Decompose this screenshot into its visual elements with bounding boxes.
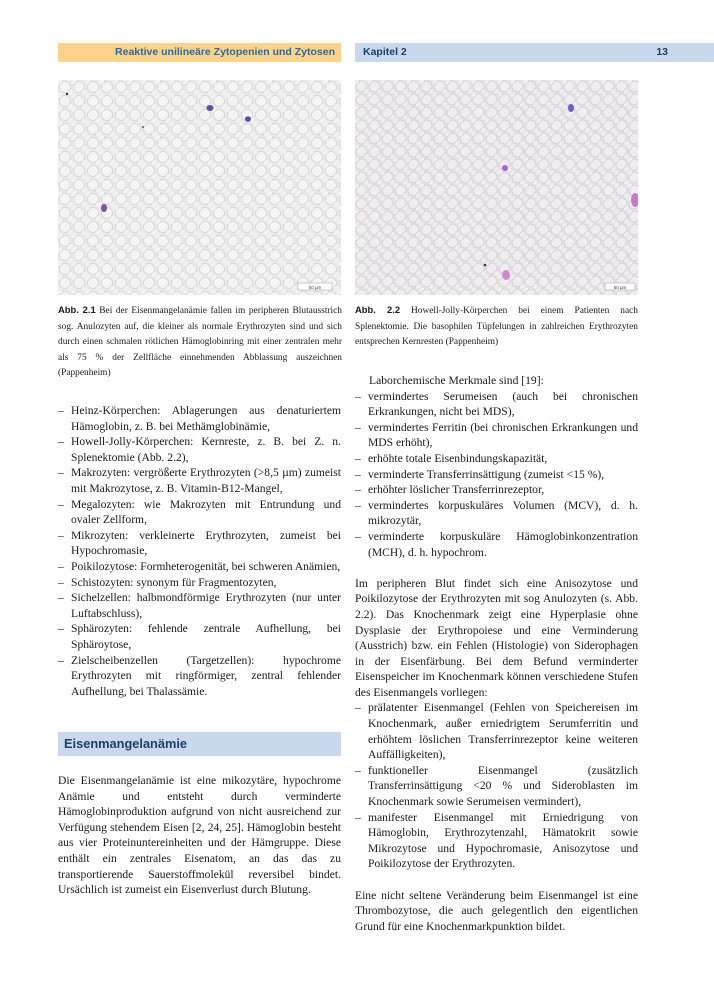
list-item: – Mikrozyten: verkleinerte Erythrozyten, zumeist bei Hypochromasie, — [58, 528, 341, 559]
right-column — [355, 373, 638, 934]
running-header-title: Reaktive unilineäre Zytopenien und Zytosen — [58, 43, 341, 62]
list-item: – Schistozyten: synonym für Fragmentozyten, — [58, 575, 341, 591]
scalebar-label: 50 µm — [613, 285, 627, 290]
chapter-label: Kapitel 2 — [363, 46, 407, 58]
list-item: – Sphärozyten: fehlende zentrale Aufhellung, bei Sphäroytose, — [58, 621, 341, 652]
page-number: 13 — [656, 46, 668, 58]
list-item: – Zielscheibenzellen (Targetzellen): hypochrome Erythrozyten mit ringförmiger, zentral fehlender Aufhellung, bei Thalassämie. — [58, 653, 341, 700]
list-item: – vermindertes Serumeisen (auch bei chronischen Erkrankungen, nicht bei MDS), — [355, 389, 638, 420]
lab-features-list — [355, 389, 638, 561]
figure-2-2-image — [355, 80, 638, 295]
list-item: – erhöhter löslicher Transferrinrezeptor, — [355, 482, 638, 498]
body-paragraph — [58, 773, 341, 898]
list-item: – Heinz-Körperchen: Ablagerungen aus denaturiertem Hämoglobin, z. B. bei Methämglobinämie, — [58, 403, 341, 434]
figure-2-1-caption — [58, 302, 342, 382]
list-item: – Poikilozytose: Formheterogenität, bei schweren Anämien, — [58, 559, 341, 575]
list-item: – prälatenter Eisenmangel (Fehlen von Speichereisen im Knochenmark, außer erniedrigtem Serumferritin und erhöhtem löslichen Transferrinrezeptor keine weiteren Auffälligkeiten), — [355, 700, 638, 762]
paragraph-text: Die Eisenmangelanämie ist eine mikozytäre, hypochrome Anämie und entsteht durch verminderte Hämoglobinproduktion aufgrund von nicht ausreichend zur Verfügung stehendem Eisen [2, 24, 25]. Hämoglobin besteht aus vier Proteinuntereinheiten und der Hämgruppe. Diese enthält ein zentrales Eisenatom, an das das zu transportierende Sauerstoffmolekül reversibel bindet. Ursächlich ist zumeist ein Eisenverlust durch Blutung. — [58, 774, 341, 897]
running-header-chapter-bar — [355, 43, 714, 62]
lab-features-intro: Laborchemische Merkmale sind [19]: — [369, 374, 544, 387]
scalebar-label: 50 µm — [308, 285, 322, 290]
list-item: – vermindertes Ferritin (bei chronischen Erkrankungen und MDS erhöht), — [355, 420, 638, 451]
list-item: – vermindertes korpuskuläres Volumen (MCV), d. h. mikrozytär, — [355, 498, 638, 529]
list-item: – verminderte korpuskuläre Hämoglobinkonzentration (MCH), d. h. hypochrom. — [355, 529, 638, 560]
list-item: – manifester Eisenmangel mit Erniedrigung von Hämoglobin, Erythrozytenzahl, Hämatokrit sowie Mikrozytose und Hypochromasie, Anisozytose und Poikilozytose der Erythrozyten. — [355, 810, 638, 872]
caption-text: Howell-Jolly-Körperchen bei einem Patienten nach Splenektomie. Die basophilen Tüpfelungen in zahlreichen Erythrozyten entsprechen Kernresten (Pappenheim) — [355, 306, 638, 348]
list-item: – Megalozyten: wie Makrozyten mit Entrundung und ovaler Zellform, — [58, 497, 341, 528]
list-item: – Sichelzellen: halbmondförmige Erythrozyten (nur unter Luftabschluss), — [58, 590, 341, 621]
list-item: – verminderte Transferrinsättigung (zumeist <15 %), — [355, 467, 638, 483]
caption-label: Abb. 2.1 — [58, 304, 96, 315]
list-item: – erhöhte totale Eisenbindungskapazität, — [355, 451, 638, 467]
caption-text: Bei der Eisenmangelanämie fallen im peripheren Blutausstrich sog. Anulozyten auf, die kleiner als normale Erythrozyten sind und sich durch einen schmalen rötlichen Hämoglobinring mit einer zentralen mehr als 75 % der Zellfläche einnehmenden Abblassung auszeichnen (Pappenheim) — [58, 306, 342, 379]
section-heading: Eisenmangelanämie — [58, 732, 341, 756]
blood-smear-micrograph-1 — [58, 80, 341, 295]
figure-2-2-caption — [355, 302, 638, 351]
list-item: – Howell-Jolly-Körperchen: Kernreste, z. B. bei Z. n. Splenektomie (Abb. 2.2), — [58, 434, 341, 465]
blood-smear-micrograph-2 — [355, 80, 638, 295]
list-item: – funktioneller Eisenmangel (zusätzlich Transferrinsättigung <20 % und Sideroblasten im Knochenmark sowie Serumeisen vermindert), — [355, 763, 638, 810]
body-paragraph: Im peripheren Blut findet sich eine Anisozytose und Poikilozytose der Erythrozyten mit sog Anulozyten (s. Abb. 2.2). Das Knochenmark zeigt eine Hyperplasie ohne Dysplasie der Erythropoiese und eine Verminderung (Ausstrich) bzw. ein Fehlen (Histologie) von Siderophagen in der Eisenfärbung. Bei dem Befund verminderter Eisenspeicher im Knochenmark können verschiedene Stufen des Eisenmangels vorliegen: — [355, 576, 638, 699]
list-item: – Makrozyten: vergrößerte Erythrozyten (>8,5 µm) zumeist mit Makrozytose, z. B. Vitamin-B12-Mangel, — [58, 465, 341, 496]
erythrocyte-morphology-list — [58, 403, 341, 699]
figure-2-1-image — [58, 80, 341, 295]
iron-deficiency-stages-list — [355, 700, 638, 872]
body-paragraph: Eine nicht seltene Veränderung beim Eisenmangel ist eine Thrombozytose, die auch gelegentlich den eigentlichen Grund für eine Knochenmarkpunktion bildet. — [355, 888, 638, 933]
caption-label: Abb. 2.2 — [355, 304, 401, 315]
